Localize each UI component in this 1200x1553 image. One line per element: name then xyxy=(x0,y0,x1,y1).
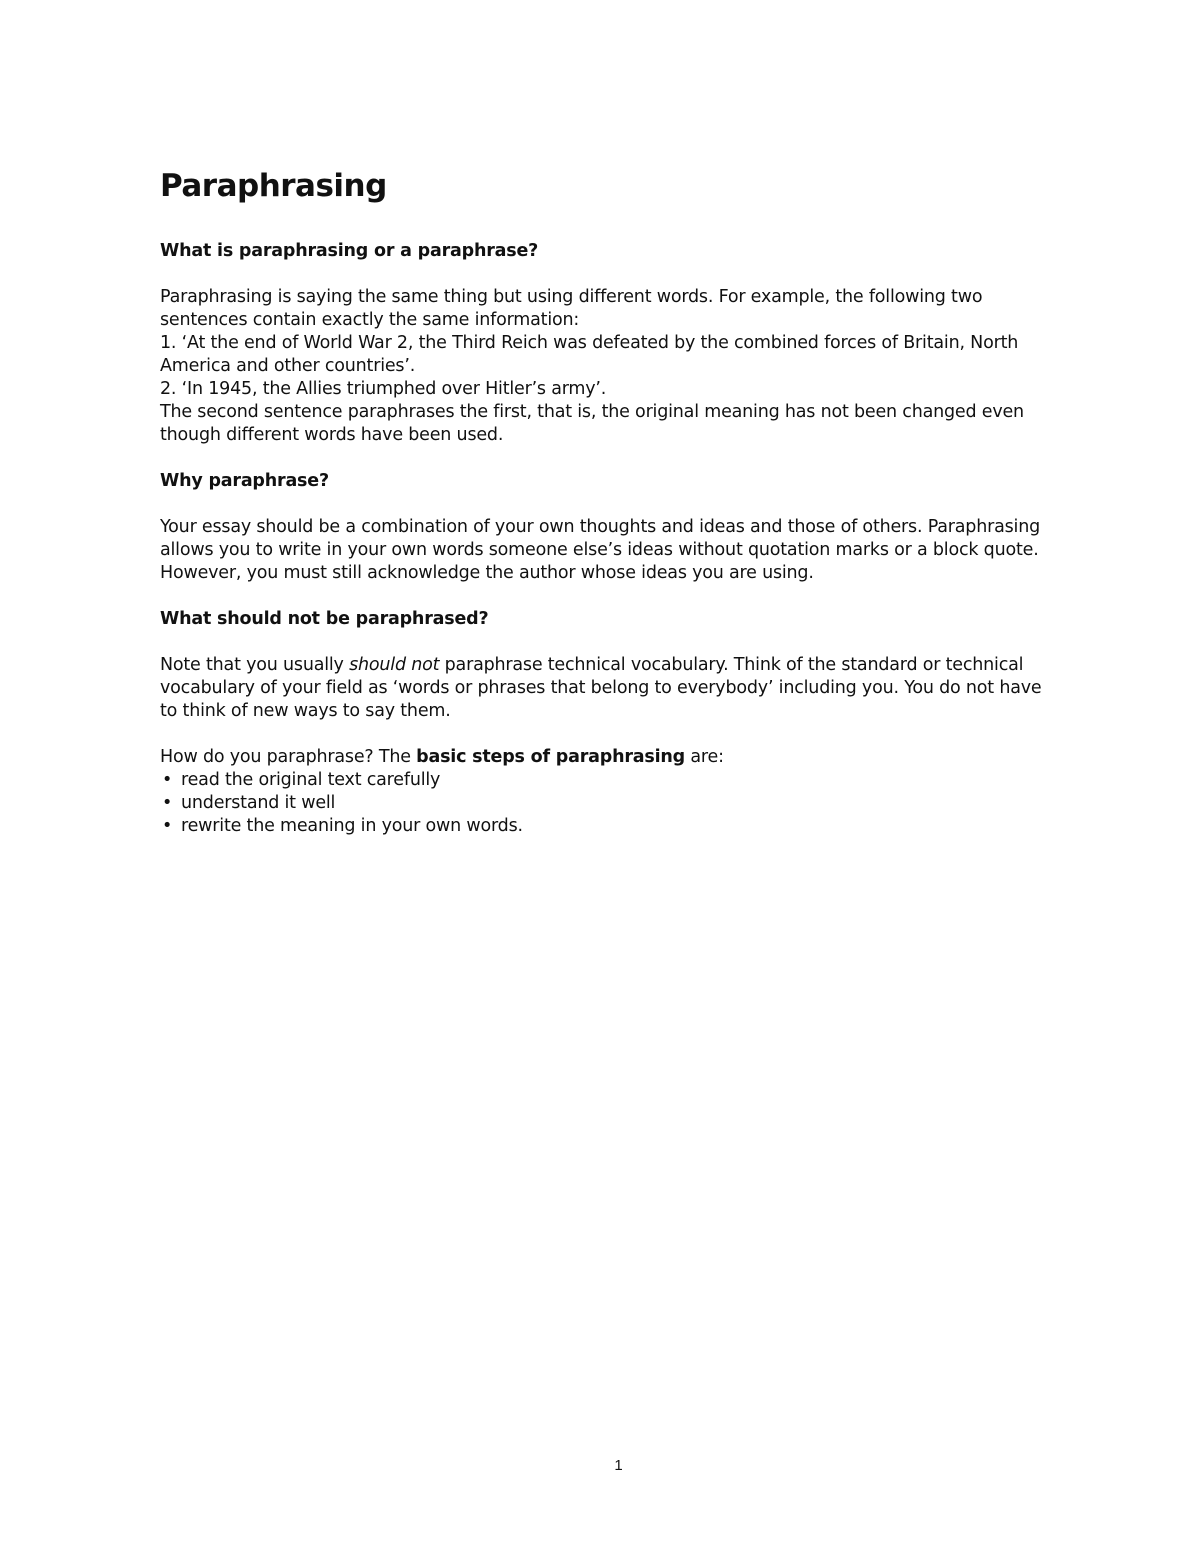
body-line: Paraphrasing is saying the same thing but using different words. For example, the following two xyxy=(160,287,983,307)
bullet-icon: • xyxy=(162,816,173,836)
page-number: 1 xyxy=(614,1457,623,1474)
body-line: 2. ‘In 1945, the Allies triumphed over Hitler’s army’. xyxy=(160,379,607,399)
document-page xyxy=(160,166,1070,838)
body-line: 1. ‘At the end of World War 2, the Third Reich was defeated by the combined forces of Britain, North xyxy=(160,333,1019,353)
section-heading-what-not: What should not be paraphrased? xyxy=(160,609,489,629)
body-line: allows you to write in your own words someone else’s ideas without quotation marks or a block quote. xyxy=(160,540,1039,560)
body-line: sentences contain exactly the same information: xyxy=(160,310,580,330)
body-line: vocabulary of your field as ‘words or phrases that belong to everybody’ including you. You do not have xyxy=(160,678,1042,698)
note-text-after: paraphrase technical vocabulary. Think of the standard or technical xyxy=(439,655,1024,675)
note-text-before: Note that you usually xyxy=(160,655,350,675)
body-line: to think of new ways to say them. xyxy=(160,701,451,721)
steps-intro-before: How do you paraphrase? The xyxy=(160,747,417,767)
body-line: America and other countries’. xyxy=(160,356,416,376)
body-line: The second sentence paraphrases the first, that is, the original meaning has not been changed even xyxy=(160,402,1024,422)
paraphrasing-steps xyxy=(160,746,1070,838)
section-heading-what-is: What is paraphrasing or a paraphrase? xyxy=(160,241,539,261)
section-body-what-is xyxy=(160,286,1070,447)
body-line: However, you must still acknowledge the author whose ideas you are using. xyxy=(160,563,814,583)
section-heading-why: Why paraphrase? xyxy=(160,471,329,491)
body-line-note xyxy=(160,654,1070,677)
list-item xyxy=(160,769,1070,792)
steps-intro-after: are: xyxy=(685,747,724,767)
body-line: though different words have been used. xyxy=(160,425,504,445)
bullet-icon: • xyxy=(162,770,173,790)
list-item-text: read the original text carefully xyxy=(181,770,441,790)
steps-list xyxy=(160,769,1070,838)
section-body-why xyxy=(160,516,1070,585)
list-item-text: rewrite the meaning in your own words. xyxy=(181,816,523,836)
body-line: Your essay should be a combination of your own thoughts and ideas and those of others. Paraphrasing xyxy=(160,517,1041,537)
steps-intro-bold: basic steps of paraphrasing xyxy=(416,747,685,767)
page-title: Paraphrasing xyxy=(160,168,387,204)
list-item xyxy=(160,815,1070,838)
bullet-icon: • xyxy=(162,793,173,813)
list-item-text: understand it well xyxy=(181,793,336,813)
note-emphasis: should not xyxy=(349,655,440,675)
section-body-what-not xyxy=(160,654,1070,723)
steps-intro xyxy=(160,746,1070,769)
list-item xyxy=(160,792,1070,815)
